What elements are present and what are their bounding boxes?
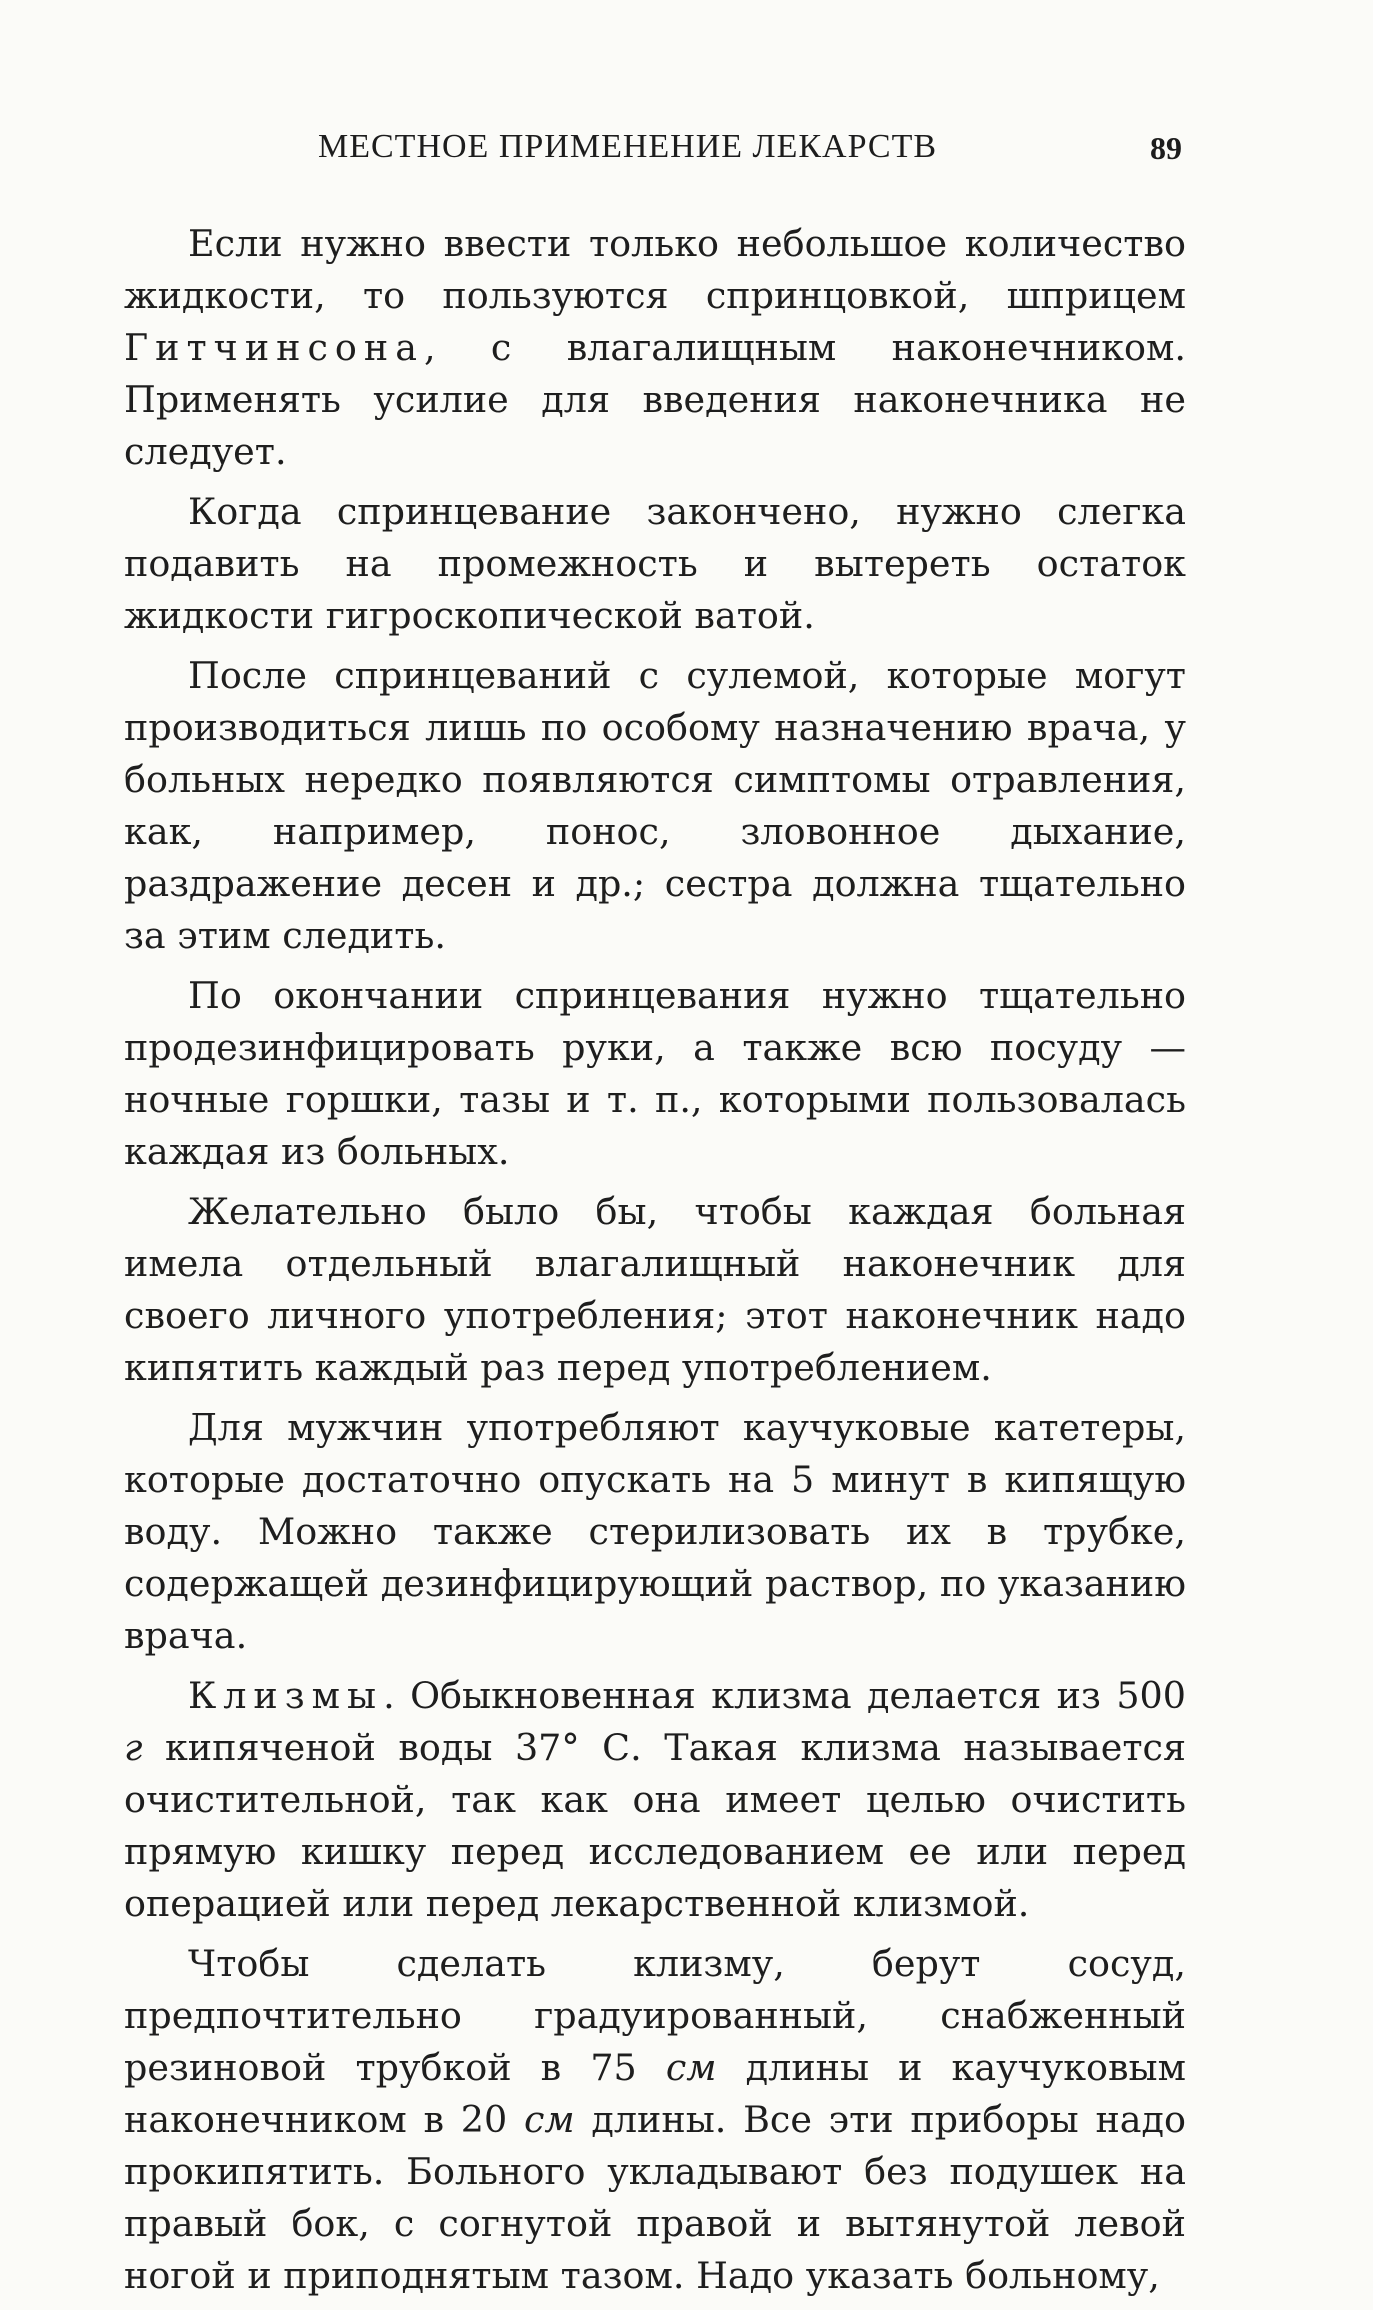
paragraph-8-part-b: длины и каучуковым наконечником в 20: [124, 2046, 1186, 2141]
paragraph-7-part-b: кипяченой воды 37° С. Такая клизма называется очистительной, так как она имеет целью очистить прямую кишку перед исследованием ее или перед операцией или перед лекарственной клизмой.: [124, 1726, 1186, 1925]
spaced-surname: Гитчинсона: [124, 326, 424, 369]
unit-cm-2: см: [523, 2098, 575, 2141]
paragraph-3: После спринцеваний с сулемой, которые могут производиться лишь по особому назначению врача, у больных нередко появляются симптомы отравления, как, например, понос, зловонное дыхание, раздражение десен и др.; сестра должна тщательно за этим следить.: [124, 654, 1186, 957]
unit-cm-1: см: [665, 2046, 717, 2089]
paragraph-4: По окончании спринцевания нужно тщательно продезинфицировать руки, а также всю посуду — ночные горшки, тазы и т. п., которыми пользовалась каждая из больных.: [124, 974, 1186, 1173]
paragraph-5: Желательно было бы, чтобы каждая больная имела отдельный влагалищный наконечник для своего личного употребления; этот наконечник надо кипятить каждый раз перед употреблением.: [124, 1190, 1186, 1389]
page-number: 89: [1150, 130, 1182, 166]
paragraph-8: [124, 1938, 1186, 2302]
paragraph-7-part-a: . Обыкновенная клизма делается из 500: [383, 1674, 1186, 1717]
paragraph-2: Когда спринцевание закончено, нужно слегка подавить на промежность и вытереть остаток жидкости гигроскопической ватой.: [124, 490, 1186, 637]
paragraph-1-part-b: , с влагалищным наконечником. Применять усилие для введения наконечника не следует.: [124, 326, 1186, 473]
unit-gram: г: [124, 1726, 143, 1769]
page-header: [0, 128, 1373, 188]
section-term-enemas: Клизмы: [188, 1674, 384, 1717]
running-title: МЕСТНОЕ ПРИМЕНЕНИЕ ЛЕКАРСТВ: [318, 128, 938, 165]
paragraph-7: [124, 1670, 1186, 1930]
paragraph-1: [124, 218, 1186, 478]
paragraph-6: Для мужчин употребляют каучуковые катетеры, которые достаточно опускать на 5 минут в кипящую воду. Можно также стерилизовать их в трубке, содержащей дезинфицирующий раствор, по указанию врача.: [124, 1406, 1186, 1657]
body-text: [124, 218, 1186, 2310]
paragraph-8-part-a: Чтобы сделать клизму, берут сосуд, предпочтительно градуированный, снабженный резиновой трубкой в 75: [124, 1942, 1186, 2089]
paragraph-1-part-a: Если нужно ввести только небольшое количество жидкости, то пользуются спринцовкой, шприцем: [124, 222, 1186, 317]
paragraph-8-part-c: длины. Все эти приборы надо прокипятить. Больного укладывают без подушек на правый бок, с согнутой правой и вытянутой левой ногой и приподнятым тазом. Надо указать больному,: [124, 2098, 1186, 2297]
